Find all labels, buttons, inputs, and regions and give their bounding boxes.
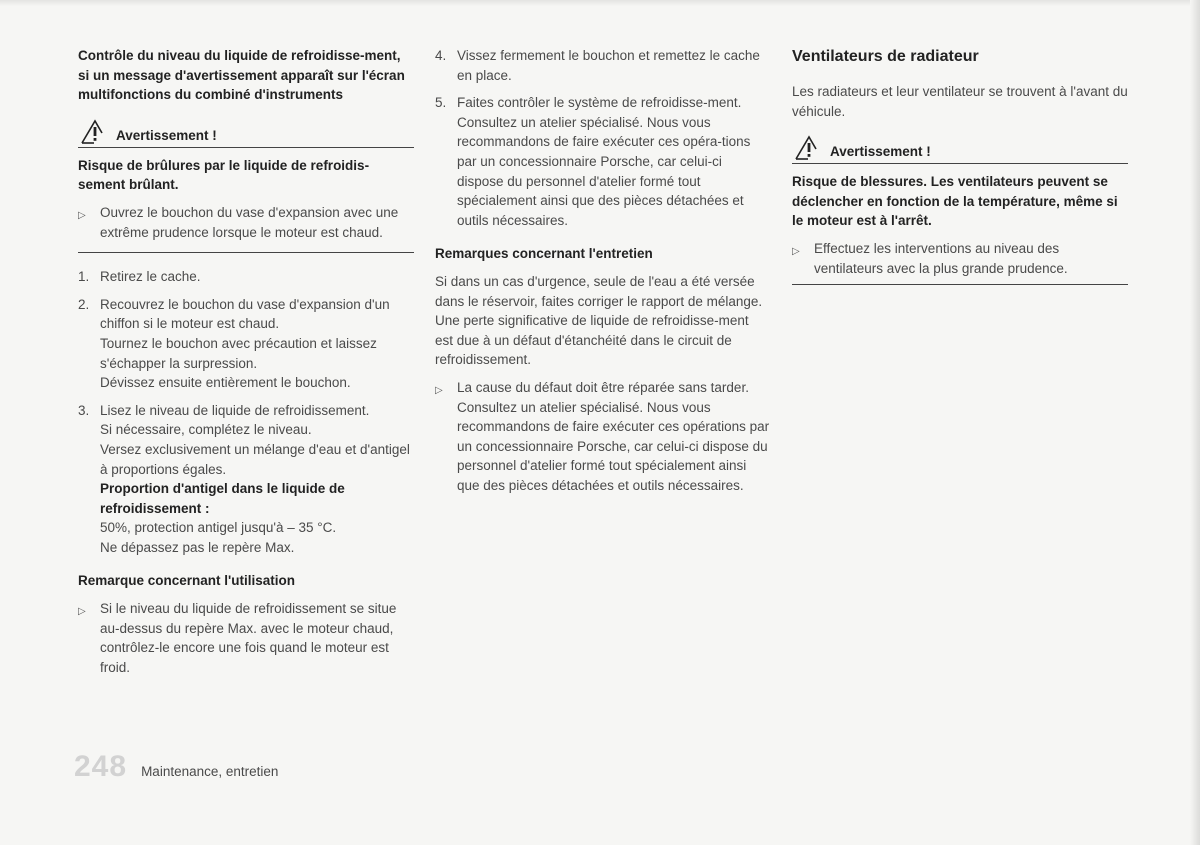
maintenance-bullet-text: La cause du défaut doit être réparée sans tarder. Consultez un atelier spécialisé. Nous vous recommandons de faire exécuter ces opérations par un concessionnaire Porsche, car celui-ci dispose du personnel d'atelier formé tout spécialement ainsi que des pièces détachées et outils nécessaires.: [457, 379, 770, 493]
warning-bullet: [792, 239, 1128, 285]
step-5: [435, 93, 770, 230]
warning-title: Avertissement !: [830, 144, 931, 160]
warning-triangle-icon: [78, 119, 112, 145]
bullet-arrow-icon: ▷: [78, 209, 86, 221]
usage-note-heading: Remarque concernant l'utilisation: [78, 573, 296, 589]
step-2-text-a: Recouvrez le bouchon du vase d'expansion d'un chiffon si le moteur est chaud.: [100, 296, 390, 332]
antifreeze-ratio-heading: Proportion d'antigel dans le liquide de refroidissement :: [100, 481, 345, 516]
step-3-text-b: Si nécessaire, complétez le niveau.: [100, 422, 312, 438]
step-3-text-c: Versez exclusivement un mélange d'eau et d'antigel à proportions égales.: [100, 441, 410, 477]
step-2-text-c: Dévissez ensuite entièrement le bouchon.: [100, 375, 351, 391]
column-middle: [435, 46, 770, 495]
step-5-text-b: Consultez un atelier spécialisé. Nous vous recommandons de faire exécuter ces opéra-tions par un concessionnaire Porsche, car celui-ci dispose du personnel d'atelier formé tout spécialement ainsi que des pièces détachées et outils nécessaires.: [457, 114, 751, 228]
step-3-text-e: Ne dépassez pas le repère Max.: [100, 539, 295, 555]
warning-risk-text: Risque de blessures. Les ventilateurs peuvent se déclencher en fonction de la température, même si le moteur est à l'arrêt.: [792, 174, 1118, 229]
warning-box-fans: [792, 135, 1128, 285]
step-3: [78, 401, 414, 558]
warning-header: [792, 135, 1128, 164]
step-1: [78, 267, 414, 287]
step-2: [78, 295, 414, 393]
maintenance-paragraph-1: Si dans un cas d'urgence, seule de l'eau a été versée dans le réservoir, faites corriger le rapport de mélange.: [435, 273, 763, 309]
section-name: Maintenance, entretien: [141, 764, 279, 779]
column-left: [78, 46, 414, 677]
warning-bullet-text: Ouvrez le bouchon du vase d'expansion avec une extrême prudence lorsque le moteur est chaud.: [100, 204, 399, 240]
warning-risk-text: Risque de brûlures par le liquide de refroidis-sement brûlant.: [78, 157, 370, 193]
warning-title: Avertissement !: [116, 127, 217, 143]
bullet-arrow-icon: ▷: [792, 245, 800, 257]
warning-box-burns: [78, 119, 414, 253]
page-footer: [74, 750, 278, 784]
step-3-text-a: Lisez le niveau de liquide de refroidissement.: [100, 402, 370, 418]
page-edge-right: [1190, 0, 1200, 845]
warning-bullet: [78, 203, 414, 253]
maintenance-bullet: [435, 378, 770, 496]
page-edge-top: [0, 0, 1200, 6]
step-1-text: Retirez le cache.: [100, 269, 201, 285]
step-number: 3.: [78, 402, 90, 418]
usage-note-text: Si le niveau du liquide de refroidissement se situe au-dessus du repère Max. avec le moteur chaud, contrôlez-le encore une fois quand le moteur est froid.: [100, 601, 397, 675]
maintenance-paragraph-2: Une perte significative de liquide de refroidisse-ment est due à un défaut d'étanchéité dans le circuit de refroidissement.: [435, 313, 749, 368]
section-heading-coolant-check: Contrôle du niveau du liquide de refroidisse-ment, si un message d'avertissement apparaît sur l'écran multifonctions du combiné d'instruments: [78, 48, 405, 103]
step-5-text-a: Faites contrôler le système de refroidisse-ment.: [457, 95, 742, 111]
radiator-fans-title: Ventilateurs de radiateur: [792, 48, 979, 65]
column-right: [792, 46, 1128, 285]
warning-triangle-icon: [792, 135, 826, 161]
step-number: 5.: [435, 95, 447, 111]
warning-bullet-text: Effectuez les interventions au niveau des ventilateurs avec la plus grande prudence.: [814, 240, 1068, 276]
step-4: [435, 46, 770, 85]
step-number: 4.: [435, 48, 447, 63]
bullet-arrow-icon: ▷: [78, 606, 86, 618]
page-number: 248: [74, 750, 128, 783]
usage-note-bullet: [78, 599, 414, 677]
step-number: 2.: [78, 296, 90, 312]
step-2-text-b: Tournez le bouchon avec précaution et laissez s'échapper la surpression.: [100, 335, 377, 371]
warning-header: [78, 119, 414, 148]
step-number: 1.: [78, 269, 90, 285]
bullet-arrow-icon: ▷: [435, 384, 443, 396]
step-3-text-d: 50%, protection antigel jusqu'à – 35 °C.: [100, 520, 337, 536]
step-4-text: Vissez fermement le bouchon et remettez le cache en place.: [457, 48, 760, 83]
maintenance-notes-heading: Remarques concernant l'entretien: [435, 246, 653, 262]
radiator-fans-intro: Les radiateurs et leur ventilateur se trouvent à l'avant du véhicule.: [792, 84, 1128, 119]
